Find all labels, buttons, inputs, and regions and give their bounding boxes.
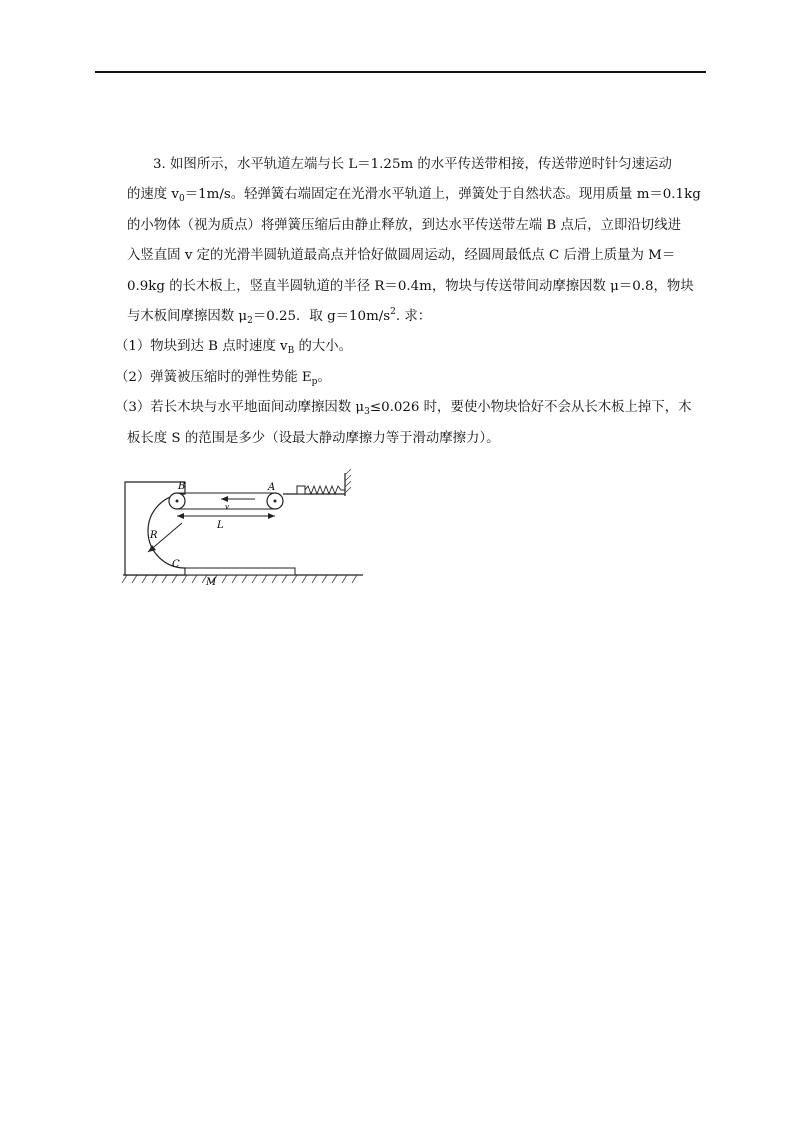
problem-line-3: 的小物体（视为质点）将弹簧压缩后由静止释放，到达水平传送带左端 B 点后，立即沿切线进 — [127, 217, 681, 233]
problem-line-6: 与木板间摩擦因数 $\mu_2=0.25$．取 $g=10m/s^2$. 求： — [127, 307, 432, 327]
length-arrow-left — [177, 513, 184, 519]
label-v: v — [225, 503, 229, 511]
physics-diagram — [113, 463, 373, 588]
pulley-a-axle — [274, 500, 277, 503]
spring — [305, 486, 345, 494]
pulley-b-axle — [176, 500, 179, 503]
label-r: R — [150, 530, 158, 541]
problem-text — [115, 150, 707, 454]
length-arrow-right — [268, 513, 275, 519]
long-plank — [185, 568, 295, 575]
problem-line-2: 的速度 $v_0=1m/s$。轻弹簧右端固定在光滑水平轨道上，弹簧处于自然状态。现用质量 m＝0.1kg — [127, 187, 701, 205]
problem-line-4: 入竖直固 v 定的光滑半圆轨道最高点并恰好做圆周运动，经圆周最低点 C 后滑上质量为 M＝ — [127, 248, 676, 264]
label-a: A — [268, 482, 276, 493]
header-rule — [95, 71, 706, 73]
label-b: B — [178, 481, 186, 492]
question-3-continued: 板长度 S 的范围是多少（设最大静动摩擦力等于滑动摩擦力）。 — [127, 430, 500, 446]
problem-line-1: 3. 如图所示，水平轨道左端与长 L＝1.25m 的水平传送带相接，传送带逆时针匀速运动 — [153, 157, 672, 172]
ground-hatch — [122, 575, 357, 583]
velocity-arrow-head — [221, 496, 228, 502]
problem-line-5: 0.9kg 的长木板上，竖直半圆轨道的半径 R＝0.4m，物块与传送带间动摩擦因数 μ＝0.8，物块 — [127, 278, 694, 294]
label-l: L — [217, 520, 224, 531]
wall-hatch — [345, 469, 351, 493]
small-block — [297, 486, 305, 494]
label-m: M — [206, 577, 217, 588]
question-3: （3）若长木块与水平地面间动摩擦因数 $\mu_3\le 0.026$ 时，要使小物块恰好不会从长木板上掉下，木 — [115, 400, 692, 418]
label-c: C — [172, 559, 180, 570]
question-2: （2）弹簧被压缩时的弹性势能 $E_p$。 — [115, 369, 331, 387]
question-1: （1）物块到达 B 点时速度 $v_B$ 的大小。 — [115, 339, 353, 357]
